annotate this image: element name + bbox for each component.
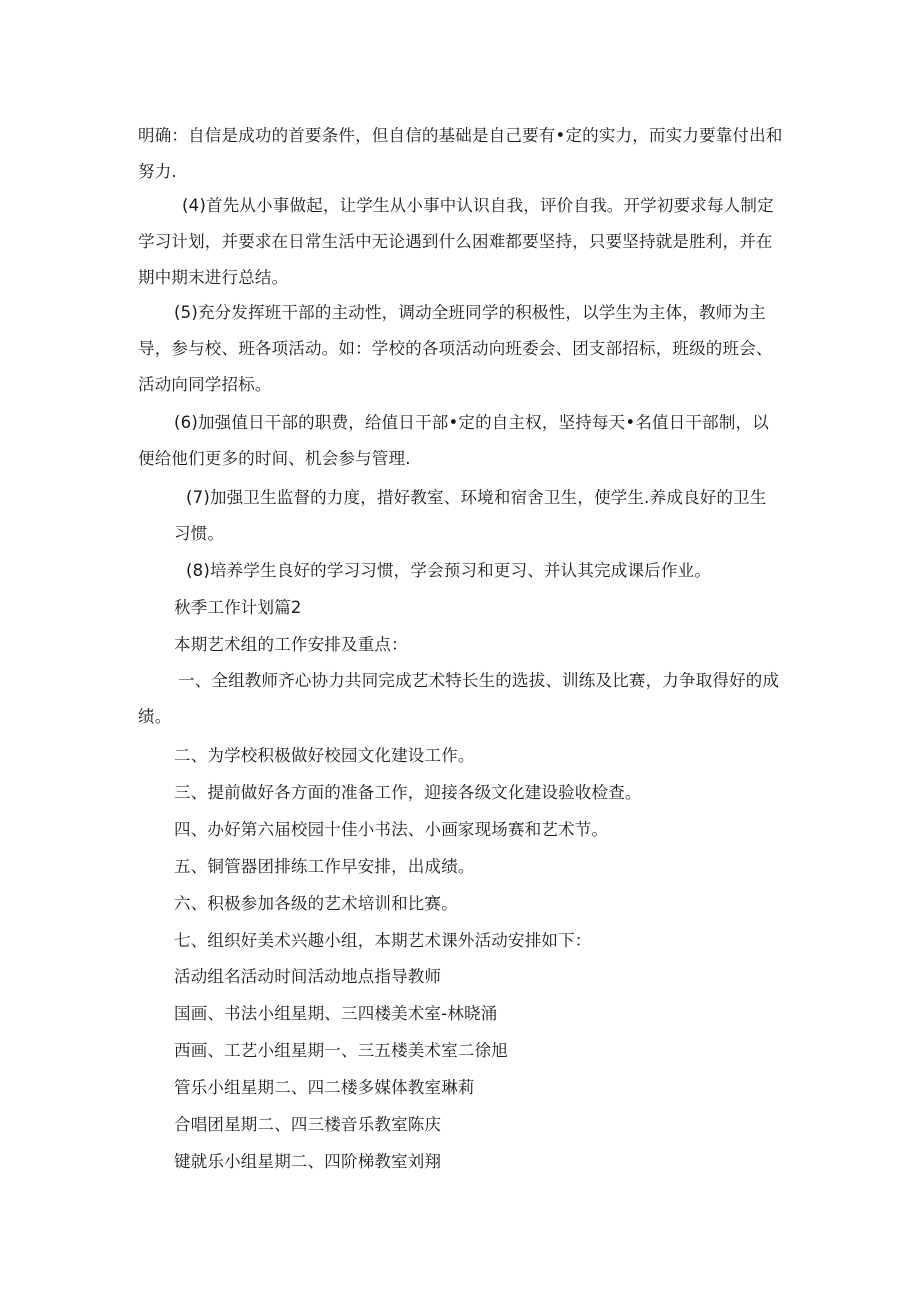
list-item-4: 四、办好第六届校园十佳小书法、小画家现场赛和艺术节。 xyxy=(174,820,609,839)
list-item-7: 七、组织好美术兴趣小组，本期艺术课外活动安排如下： xyxy=(174,931,592,950)
paragraph-item-7-line2: 习惯。 xyxy=(174,524,225,543)
list-item-5: 五、铜管器团排练工作早安排，出成绩。 xyxy=(174,857,475,876)
table-row: 管乐小组星期二、四二楼多媒体教室琳莉 xyxy=(174,1078,475,1097)
section-intro: 本期艺术组的工作安排及重点： xyxy=(174,635,408,654)
paragraph-item-4: (4)首先从小事做起，让学生从小事中认识自我，评价自我。开学初要求每人制定学习计划，并要求在日常生活中无论遇到什么困难都要坚持，只要坚持就是胜利，并在期中期末进行总结。 xyxy=(138,196,774,287)
paragraph-item-8: (8)培养学生良好的学习习惯，学会预习和更习、并认其完成课后作业。 xyxy=(186,561,711,580)
table-row: 键就乐小组星期二、四阶梯教室刘翔 xyxy=(174,1152,442,1171)
list-item-2: 二、为学校积极做好校园文化建设工作。 xyxy=(174,746,475,765)
section-heading: 秋季工作计划篇2 xyxy=(174,598,302,617)
list-item-6: 六、积极参加各级的艺术培训和比赛。 xyxy=(174,894,458,913)
table-row: 合唱团星期二、四三楼音乐教室陈庆 xyxy=(174,1115,442,1134)
table-row: 活动组名活动时间活动地点指导教师 xyxy=(174,967,442,986)
paragraph-item-5: (5)充分发挥班干部的主动性，调动全班同学的积极性，以学生为主体，教师为主导，参与校、班各项活动。如：学校的各项活动向班委会、团支部招标，班级的班会、活动向同学招标。 xyxy=(138,303,773,394)
paragraph-item-6: (6)加强值日干部的职费，给值日干部•定的自主权，坚持每天•名值日干部制，以便给他们更多的时间、机会参与管理. xyxy=(138,413,769,468)
table-row: 西画、工艺小组星期一、三五楼美术室二徐旭 xyxy=(174,1041,508,1060)
paragraph-item-7-line1: (7)加强卫生监督的力度，措好教室、环境和宿舍卫生，使学生.养成良好的卫生 xyxy=(186,488,767,507)
paragraph-confidence: 明确：自信是成功的首要条件，但自信的基础是自己要有•定的实力，而实力要靠付出和努力. xyxy=(138,126,783,181)
list-item-1: 一、全组教师齐心协力共同完成艺术特长生的选拔、训练及比赛，力争取得好的成绩。 xyxy=(138,671,780,726)
table-row: 国画、书法小组星期、三四楼美术室-林晓涌 xyxy=(174,1004,498,1023)
list-item-3: 三、提前做好各方面的准备工作，迎接各级文化建设验收检查。 xyxy=(174,783,642,802)
